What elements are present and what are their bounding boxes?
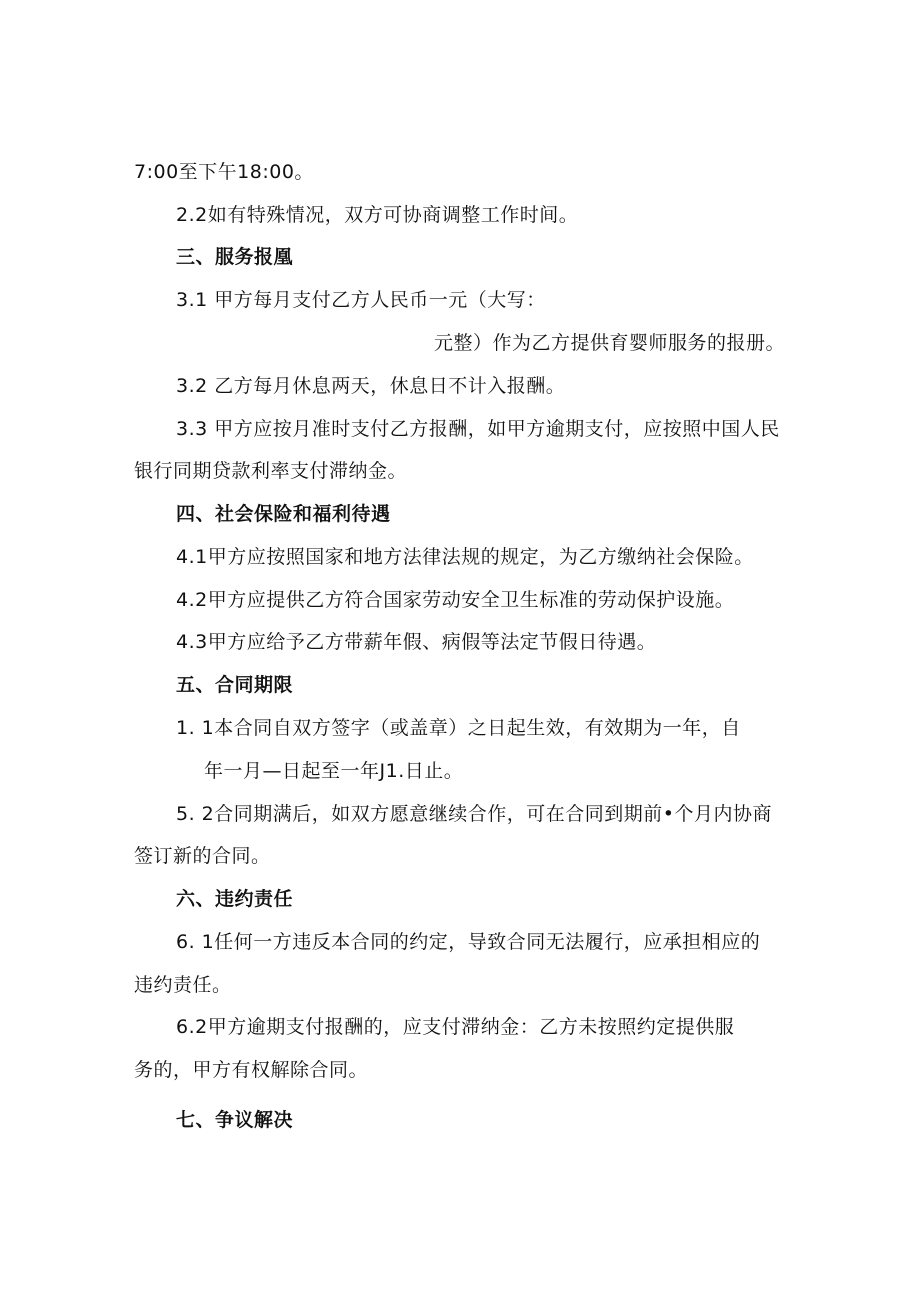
clause-4-2: 4.2甲方应提供乙方符合国家劳动安全卫生标准的劳动保护设施。 [176,589,735,611]
text-line: 7:00至下午18:00。 [134,161,314,183]
clause-5-2-continued: 签订新的合同。 [134,845,271,867]
clause-5-2: 5. 2合同期满后，如双方愿意继续合作，可在合同到期前•个月内协商 [176,803,772,825]
clause-3-1-continued: 元整）作为乙方提供育婴师服务的报册。 [434,332,786,354]
clause-5-1: 1. 1本合同自双方签字（或盖章）之日起生效，有效期为一年，自 [176,717,741,739]
clause-4-1: 4.1甲方应按照国家和地方法律法规的规定，为乙方缴纳社会保险。 [176,546,754,568]
clause-5-1-continued: 年一月—日起至一年J1.日止。 [204,760,464,782]
section-heading-3: 三、服务报凰 [176,246,294,268]
clause-3-3-continued: 银行同期贷款利率支付滞纳金。 [134,460,408,482]
clause-3-2: 3.2 乙方每月休息两天，休息日不计入报酬。 [176,375,566,397]
clause-4-3: 4.3甲方应给予乙方带薪年假、病假等法定节假日待遇。 [176,631,657,653]
clause-2-2: 2.2如有特殊情况，双方可协商调整工作时间。 [176,204,579,226]
clause-6-1-continued: 违约责任。 [134,974,232,996]
clause-6-2-continued: 务的，甲方有权解除合同。 [134,1059,369,1081]
section-heading-5: 五、合同期限 [176,674,294,696]
clause-3-3: 3.3 甲方应按月准时支付乙方报酬，如甲方逾期支付，应按照中国人民 [176,418,780,440]
section-heading-6: 六、违约责任 [176,888,294,910]
clause-3-1: 3.1 甲方每月支付乙方人民币一元（大写： [176,289,546,311]
section-heading-4: 四、社会保险和福利待遇 [176,503,391,525]
clause-6-2: 6.2甲方逾期支付报酬的，应支付滞纳金：乙方未按照约定提供服 [176,1016,735,1038]
section-heading-7: 七、争议解决 [176,1109,294,1131]
clause-6-1: 6. 1任何一方违反本合同的约定，导致合同无法履行，应承担相应的 [176,931,761,953]
